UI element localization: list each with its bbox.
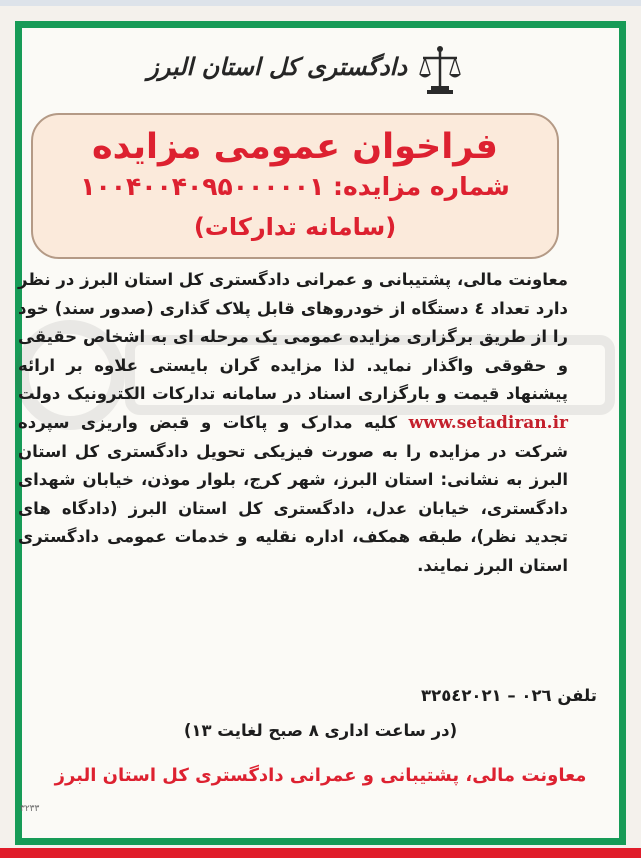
system-label: (سامانه تدارکات) [193,213,397,241]
notice-title: فراخوان عمومی مزایده [92,127,498,167]
top-strip [0,0,641,6]
notice-body [18,266,568,581]
phone-number: تلفن ۰۲٦ – ۳۲٥٤۲۰۲۱ [421,686,597,705]
body-part-2: کلیه مدارک و پاکات و قبض واریزی سپرده شرکت در مزایده را به صورت فیزیکی تحویل دادگستری کل استان البرز به نشانی: استان البرز، شهر کرج، بلوار موذن، خیابان شهدای دادگستری، خیابان عدل، دادگستری کل استان البرز (دادگاه های تجدید نظر)، طبقه همکف، اداره نقلیه و خدمات عمومی دادگستری استان البرز نمایند. [18,412,568,575]
setadiran-link[interactable]: www.setadiran.ir [408,412,568,433]
notice-code: ۳۲۳۳ [20,804,40,814]
body-part-1: معاونت مالی، پشتیبانی و عمرانی دادگستری کل استان البرز در نظر دارد تعداد ٤ دستگاه از خودروهای قابل پلاک گذاری (صدور سند) خود را از طریق برگزاری مزایده عمومی یک مرحله ای به اشخاص حقیقی و حقوقی واگذار نماید. لذا مزایده گران بایستی علاوه بر ارائه پیشنهاد قیمت و بارگزاری اسناد در سامانه تدارکات الکترونیک دولت [18,270,569,404]
signature: معاونت مالی، پشتیبانی و عمرانی دادگستری کل استان البرز [54,765,587,786]
notice-header [0,38,641,100]
bottom-bar [0,848,641,858]
scales-of-justice-icon [417,44,463,96]
auction-number: شماره مزایده: ۱۰۰۴۰۰۴۰۹۵۰۰۰۰۰۱ [80,172,510,201]
office-hours: (در ساعت اداری ۸ صبح لغایت ۱۳) [183,721,458,740]
title-box [31,113,559,259]
header-title: دادگستری کل استان البرز [147,52,407,81]
